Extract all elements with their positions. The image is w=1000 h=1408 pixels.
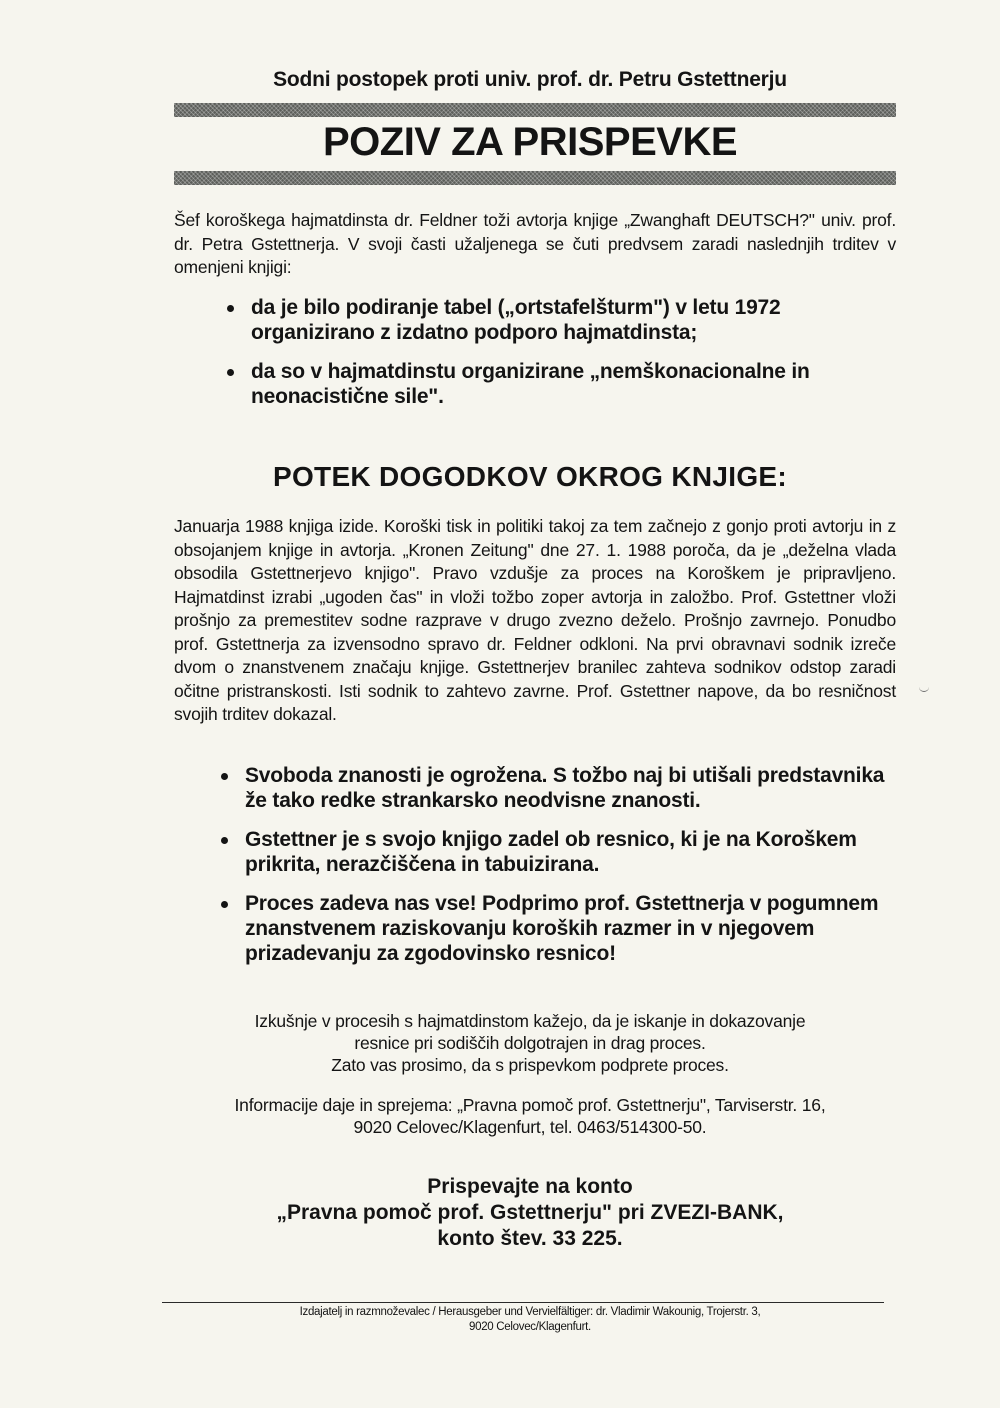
- claim-text: da so v hajmatdinstu organizirane „nemškonacionalne in neonacistične sile".: [251, 360, 810, 408]
- statement-item: [0, 891, 885, 966]
- publisher-footer: [160, 1305, 900, 1335]
- statements-list: [0, 763, 1000, 980]
- bullet-icon: [227, 369, 234, 376]
- statement-item: [0, 827, 885, 877]
- header-subtitle: Sodni postopek proti univ. prof. dr. Petru Gstettnerju: [273, 68, 787, 91]
- contact-line: 9020 Celovec/Klagenfurt, tel. 0463/514300-50.: [353, 1117, 707, 1137]
- shaded-divider-top: [174, 103, 896, 117]
- statement-text: Svoboda znanosti je ogrožena. S tožbo naj bi utišali predstavnika že tako redke strankarsko neodvisne znanosti.: [245, 764, 885, 812]
- statement-text: Proces zadeva nas vse! Podprimo prof. Gstettnerja v pogumnem znanstvenem raziskovanju koroških razmer in v njegovem prizadevanju za zgodovinsko resnico!: [245, 892, 879, 965]
- statement-text: Gstettner je s svojo knjigo zadel ob resnico, ki je na Koroškem prikrita, nerazčiščena in tabuizirana.: [245, 828, 857, 876]
- bank-account-block: [220, 1174, 840, 1252]
- footer-line: Izdajatelj in razmnoževalec / Herausgeber und Vervielfältiger: dr. Vladimir Wakounig, Trojerstr. 3,: [299, 1306, 761, 1318]
- page-title: POZIV ZA PRISPEVKE: [322, 120, 738, 164]
- appeal-line: resnice pri sodiščih dolgotrajen in drag proces.: [354, 1033, 706, 1053]
- contact-info-block: [160, 1094, 900, 1138]
- account-line: Prispevajte na konto: [427, 1175, 633, 1198]
- account-line: konto štev. 33 225.: [437, 1227, 623, 1250]
- account-line: „Pravna pomoč prof. Gstettnerju" pri ZVEZI-BANK,: [276, 1201, 784, 1224]
- section-heading-events: POTEK DOGODKOV OKROG KNJIGE:: [273, 461, 787, 492]
- appeal-block: [160, 1010, 900, 1076]
- appeal-line: Zato vas prosimo, da s prispevkom podprete proces.: [331, 1055, 729, 1075]
- contact-line: Informacije daje in sprejema: „Pravna pomoč prof. Gstettnerju", Tarviserstr. 16,: [234, 1095, 826, 1115]
- scan-artifact: [919, 685, 929, 692]
- events-paragraph: Januarja 1988 knjiga izide. Koroški tisk in politiki takoj za tem začnejo z gonjo proti avtorju in z obsojanjem knjige in avtorja. „Kronen Zeitung" dne 27. 1. 1988 poroča, da je „deželna vlada obsodila Gstettnerjevo knjigo". Pravo vzdušje za proces na Koroškem je pripravljeno. Hajmatdinst izrabi „ugoden čas" in vloži tožbo zoper avtorja in založbo. Prof. Gstettner vloži prošnjo za premestitev sodne razprave v drugo zvezno deželo. Prošnjo zavrnejo. Ponudbo prof. Gstettnerja za izvensodno spravo dr. Feldner odkloni. Na prvi obravnavi sodnik izreče dvom o znanstvenem značaju knjige. Gstettnerjev branilec zahteva sodnikov odstop zaradi očitne pristranskosti. Isti sodnik to zahtevo zavrne. Prof. Gstettner napove, da bo resničnost svojih trditev dokazal.: [174, 516, 896, 724]
- claim-text: da je bilo podiranje tabel („ortstafelšturm") v letu 1972 organizirano z izdatno podporo hajmatdinsta;: [251, 296, 781, 344]
- claim-item: [0, 295, 851, 345]
- bullet-icon: [221, 837, 228, 844]
- claims-list: [0, 295, 1000, 423]
- shaded-divider-bottom: [174, 171, 896, 185]
- appeal-line: Izkušnje v procesih s hajmatdinstom kažejo, da je iskanje in dokazovanje: [254, 1011, 806, 1031]
- bullet-icon: [227, 305, 234, 312]
- bullet-icon: [221, 773, 228, 780]
- intro-paragraph: Šef koroškega hajmatdinsta dr. Feldner toži avtorja knjige „Zwanghaft DEUTSCH?" univ. prof. dr. Petra Gstettnerja. V svoji časti užaljenega se čuti predvsem zaradi naslednjih trditev v omenjeni knjigi:: [174, 210, 896, 277]
- claim-item: [0, 359, 851, 409]
- bullet-icon: [221, 901, 228, 908]
- footer-divider: [162, 1302, 884, 1303]
- footer-line: 9020 Celovec/Klagenfurt.: [469, 1321, 591, 1333]
- statement-item: [0, 763, 885, 813]
